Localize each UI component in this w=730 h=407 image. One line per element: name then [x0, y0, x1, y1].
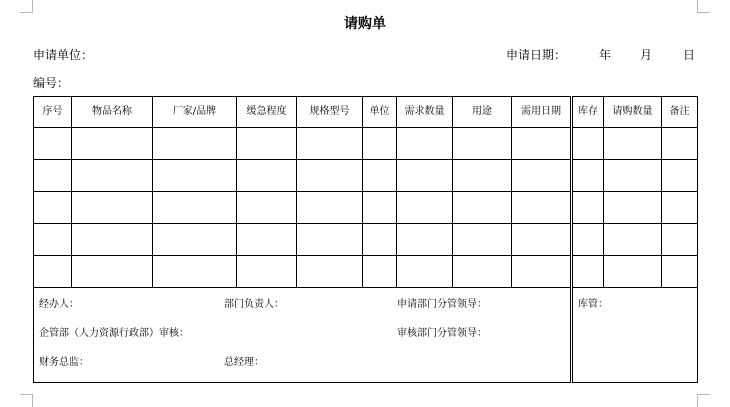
- requisition-table: [33, 96, 698, 383]
- table-cell[interactable]: [34, 224, 72, 256]
- review-dept-leader-label: 审核部门分管领导：: [397, 328, 487, 339]
- table-cell[interactable]: [34, 256, 72, 288]
- warehouse-signature: [572, 288, 698, 383]
- table-cell[interactable]: [72, 128, 153, 160]
- crop-mark-top-right: [697, 0, 710, 13]
- table-cell[interactable]: [297, 128, 363, 160]
- table-cell[interactable]: [363, 192, 397, 224]
- table-cell[interactable]: [397, 128, 453, 160]
- number-label: 编号：: [33, 76, 70, 90]
- col-header: 需用日期: [512, 97, 572, 128]
- table-cell[interactable]: [512, 160, 572, 192]
- year-label: 年: [599, 48, 612, 62]
- table-cell[interactable]: [397, 160, 453, 192]
- table-cell[interactable]: [34, 128, 72, 160]
- general-manager-label: 总经理：: [224, 357, 264, 368]
- table-cell[interactable]: [604, 160, 662, 192]
- table-cell[interactable]: [572, 256, 604, 288]
- table-cell[interactable]: [363, 128, 397, 160]
- table-cell[interactable]: [363, 256, 397, 288]
- table-cell[interactable]: [453, 256, 512, 288]
- form-title: 请购单: [344, 16, 386, 32]
- col-header: 规格型号: [297, 97, 363, 128]
- table-cell[interactable]: [153, 192, 237, 224]
- month-label: 月: [640, 48, 653, 62]
- table-cell[interactable]: [34, 160, 72, 192]
- table-cell[interactable]: [72, 256, 153, 288]
- table-cell[interactable]: [453, 192, 512, 224]
- col-header: 物品名称: [72, 97, 153, 128]
- warehouse-keeper-label: 库管：: [578, 299, 608, 310]
- table-cell[interactable]: [72, 160, 153, 192]
- table-cell[interactable]: [397, 224, 453, 256]
- table-cell[interactable]: [237, 192, 297, 224]
- table-cell[interactable]: [453, 160, 512, 192]
- applicant-dept-leader-label: 申请部门分管领导：: [397, 299, 487, 310]
- table-row: [34, 160, 698, 192]
- apply-date-label: 申请日期：: [506, 48, 567, 62]
- table-cell[interactable]: [72, 224, 153, 256]
- table-cell[interactable]: [512, 128, 572, 160]
- crop-mark-bottom-left: [20, 394, 33, 407]
- table-cell[interactable]: [153, 128, 237, 160]
- table-cell[interactable]: [237, 160, 297, 192]
- table-cell[interactable]: [297, 224, 363, 256]
- col-header: 需求数量: [397, 97, 453, 128]
- table-cell[interactable]: [572, 224, 604, 256]
- col-header: 厂家/品牌: [153, 97, 237, 128]
- table-cell[interactable]: [572, 128, 604, 160]
- table-cell[interactable]: [297, 192, 363, 224]
- applicant-unit-label: 申请单位：: [33, 48, 94, 62]
- table-cell[interactable]: [237, 256, 297, 288]
- table-cell[interactable]: [453, 128, 512, 160]
- table-cell[interactable]: [604, 192, 662, 224]
- hr-admin-review-label: 企管部（人力资源行政部）审核：: [39, 328, 189, 339]
- dept-head-label: 部门负责人：: [224, 299, 284, 310]
- crop-mark-top-left: [20, 0, 33, 13]
- table-cell[interactable]: [572, 192, 604, 224]
- table-cell[interactable]: [662, 128, 698, 160]
- table-cell[interactable]: [572, 160, 604, 192]
- table-cell[interactable]: [363, 224, 397, 256]
- table-cell[interactable]: [297, 256, 363, 288]
- table-cell[interactable]: [662, 192, 698, 224]
- table-cell[interactable]: [453, 224, 512, 256]
- table-cell[interactable]: [397, 256, 453, 288]
- col-header: 库存: [572, 97, 604, 128]
- day-label: 日: [683, 48, 696, 62]
- table-cell[interactable]: [512, 224, 572, 256]
- finance-director-label: 财务总监：: [39, 357, 89, 368]
- table-row: [34, 224, 698, 256]
- table-header-row: [34, 97, 698, 128]
- table-cell[interactable]: [153, 160, 237, 192]
- col-header: 用途: [453, 97, 512, 128]
- table-row: [34, 256, 698, 288]
- col-header: 备注: [662, 97, 698, 128]
- col-header: 单位: [363, 97, 397, 128]
- table-row: [34, 128, 698, 160]
- signature-row: [34, 288, 698, 383]
- col-header: 请购数量: [604, 97, 662, 128]
- handler-label: 经办人：: [39, 299, 79, 310]
- crop-mark-bottom-right: [697, 394, 710, 407]
- table-cell[interactable]: [662, 256, 698, 288]
- table-cell[interactable]: [604, 224, 662, 256]
- table-cell[interactable]: [237, 128, 297, 160]
- table-cell[interactable]: [512, 256, 572, 288]
- table-cell[interactable]: [297, 160, 363, 192]
- table-row: [34, 192, 698, 224]
- table-cell[interactable]: [397, 192, 453, 224]
- table-cell[interactable]: [72, 192, 153, 224]
- table-cell[interactable]: [153, 224, 237, 256]
- table-cell[interactable]: [153, 256, 237, 288]
- table-cell[interactable]: [363, 160, 397, 192]
- table-cell[interactable]: [34, 192, 72, 224]
- approval-signatures: [34, 288, 572, 383]
- table-cell[interactable]: [604, 128, 662, 160]
- table-cell[interactable]: [237, 224, 297, 256]
- table-cell[interactable]: [662, 224, 698, 256]
- table-cell[interactable]: [662, 160, 698, 192]
- table-cell[interactable]: [512, 192, 572, 224]
- table-cell[interactable]: [604, 256, 662, 288]
- col-header: 缓急程度: [237, 97, 297, 128]
- col-header: 序号: [34, 97, 72, 128]
